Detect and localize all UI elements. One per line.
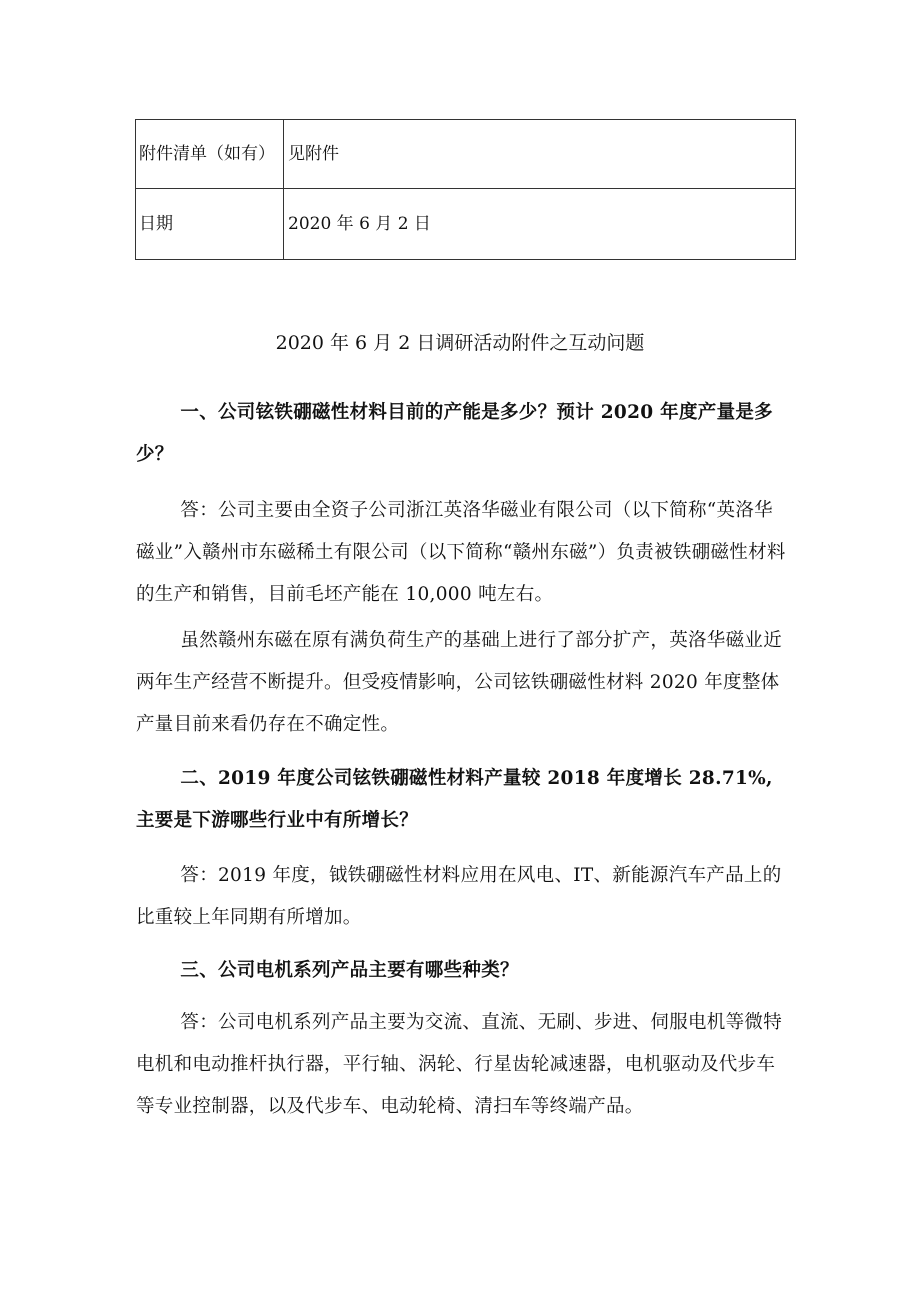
- question-2: 二、2019 年度公司铉铁硼磁性材料产量较 2018 年度增长 28.71%,主要是下游哪些行业中有所增长？: [136, 768, 773, 831]
- date-label: 日期: [136, 189, 284, 260]
- answer-3: 答：公司电机系列产品主要为交流、直流、无刷、步进、伺服电机等微特电机和电动推杆执行器，平行轴、涡轮、行星齿轮减速器，电机驱动及代步车等专业控制器，以及代步车、电动轮椅、清扫车等终端产品。: [136, 1012, 782, 1117]
- table-row: [136, 189, 796, 260]
- date-value: 2020 年 6 月 2 日: [284, 189, 796, 260]
- answer-1-paragraph-1: 答：公司主要由全资子公司浙江英洛华磁业有限公司（以下简称“英洛华磁业”入赣州市东磁稀土有限公司（以下简称“赣州东磁”）负责被铁硼磁性材料的生产和销售，目前毛坯产能在 10,000 吨左右。: [136, 500, 786, 605]
- page-title: 2020 年 6 月 2 日调研活动附件之互动问题: [275, 332, 645, 354]
- table-row: [136, 120, 796, 189]
- attachment-label: 附件清单（如有）: [136, 120, 284, 189]
- info-table: [135, 119, 796, 260]
- attachment-value: 见附件: [284, 120, 796, 189]
- answer-2: 答：2019 年度，钺铁硼磁性材料应用在风电、IT、新能源汽车产品上的比重较上年同期有所增加。: [136, 865, 782, 928]
- question-1: 一、公司铉铁硼磁性材料目前的产能是多少？预计 2020 年度产量是多少？: [136, 402, 773, 465]
- question-3: 三、公司电机系列产品主要有哪些种类？: [180, 960, 519, 981]
- answer-1-paragraph-2: 虽然赣州东磁在原有满负荷生产的基础上进行了部分扩产，英洛华磁业近两年生产经营不断提升。但受疫情影响，公司铉铁硼磁性材料 2020 年度整体产量目前来看仍存在不确定性。: [136, 630, 782, 735]
